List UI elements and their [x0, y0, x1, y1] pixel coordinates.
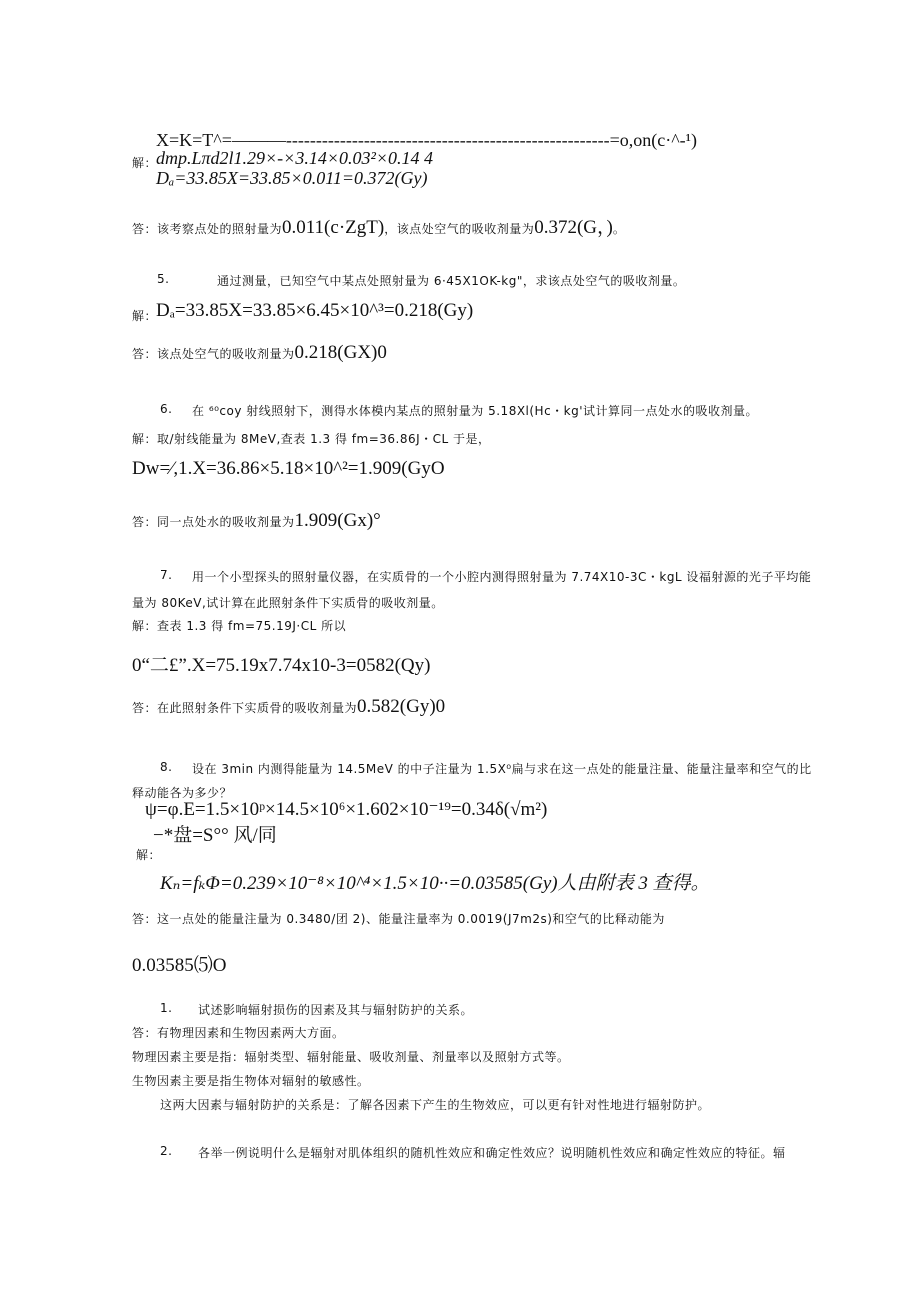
answer-line: 这两大因素与辐射防护的关系是：了解各因素下产生的生物效应，可以更有针对性地进行辐射防护。	[160, 1098, 711, 1112]
solution-label: 解：	[132, 156, 158, 170]
question-text: 量为 80KeV,试计算在此照射条件下实质骨的吸收剂量。	[132, 596, 444, 610]
question-number: 5.	[157, 272, 170, 286]
answer-line: 生物因素主要是指生物体对辐射的敏感性。	[132, 1074, 370, 1088]
question-number: 2.	[160, 1144, 173, 1158]
answer-line	[132, 696, 445, 718]
formula-line: −*盘=S°° 风/同	[153, 825, 277, 846]
answer-value: 0.218(GX)0	[294, 342, 387, 363]
answer-line: 物理因素主要是指：辐射类型、辐射能量、吸收剂量、剂量率以及照射方式等。	[132, 1050, 570, 1064]
answer-value: 0.372(G，)	[534, 217, 613, 238]
solution-label: 解：	[132, 309, 158, 323]
answer-line: 答：这一点处的能量注量为 0.3480/团 2)、能量注量率为 0.0019(J7m2s)和空气的比释动能为	[132, 912, 665, 926]
solution-line: 解：取/射线能量为 8MeV,查表 1.3 得 fm=36.86J・CL 于是，	[132, 432, 491, 446]
answer-line: 答：有物理因素和生物因素两大方面。	[132, 1026, 345, 1040]
answer-text: 答：该考察点处的照射量为	[132, 222, 283, 236]
question-text: 释动能各为多少？	[132, 786, 233, 800]
answer-value: 0.011(c·ZgT)	[282, 217, 385, 238]
answer-line	[132, 510, 381, 532]
formula-line-2: dmp.Lπd2l1.29×-×3.14×0.03²×0.14 4	[156, 148, 434, 168]
answer-text: 。	[612, 222, 626, 236]
answer-line-4	[132, 212, 625, 239]
answer-value: 1.909(Gx)°	[294, 510, 381, 531]
formula-line-3: Dₐ=33.85X=33.85×0.011=0.372(Gy)	[156, 168, 428, 188]
answer-text: 答：同一点处水的吸收剂量为	[132, 515, 295, 529]
question-text: 通过测量，已知空气中某点处照射量为 6·45X1OK-kg"，求该点处空气的吸收剂量。	[217, 274, 686, 288]
formula-line: Dₐ=33.85X=33.85×6.45×10^³=0.218(Gy)	[156, 300, 474, 321]
answer-value: 0.582(Gy)0	[357, 696, 446, 717]
answer-text: ，该点处空气的吸收剂量为	[384, 222, 535, 236]
answer-value: 0.03585⑸O	[132, 955, 227, 976]
formula-line: ψ=φ.E=1.5×10ᵖ×14.5×10⁶×1.602×10⁻¹⁹=0.34δ(√m²)	[145, 799, 548, 820]
question-number: 6.	[160, 402, 173, 416]
solution-label: 解：	[136, 848, 162, 862]
formula-line: 0“二£”.X=75.19x7.74x10-3=0582(Qy)	[132, 655, 431, 676]
question-text: 用一个小型探头的照射量仪器，在实质骨的一个小腔内测得照射量为 7.74X10-3C・kgL 设福射源的光子平均能	[192, 570, 812, 584]
question-text: 各举一例说明什么是辐射对肌体组织的随机性效应和确定性效应？说明随机性效应和确定性效应的特征。辐	[198, 1146, 786, 1160]
formula-line: Dᴡ=⁄,1.X=36.86×5.18×10^²=1.909(GyO	[132, 458, 445, 479]
solution-line: 解：查表 1.3 得 fm=75.19J·CL 所以	[132, 619, 347, 633]
answer-text: 答：该点处空气的吸收剂量为	[132, 347, 295, 361]
question-text: 设在 3min 内测得能量为 14.5MeV 的中子注量为 1.5X⁰扁与求在这一点处的能量注量、能量注量率和空气的比	[192, 762, 812, 776]
question-number: 7.	[160, 568, 173, 582]
question-number: 1.	[160, 1001, 173, 1015]
answer-text: 答：在此照射条件下实质骨的吸收剂量为	[132, 701, 358, 715]
question-text: 在 ⁶⁰coy 射线照射下，测得水体模内某点的照射量为 5.18Xl(Hc・kg'试计算同一点处水的吸收剂量。	[192, 404, 759, 418]
question-text: 试述影响辐射损伤的因素及其与辐射防护的关系。	[198, 1003, 474, 1017]
formula-line-1: X=K=T^=———------------------------------------------------------=o,on(c·^-¹)	[156, 130, 698, 150]
answer-line	[132, 342, 387, 364]
question-number: 8.	[160, 760, 173, 774]
formula-line: Kₙ=fₖΦ=0.239×10⁻⁸×10^⁴×1.5×10··=0.03585(Gy)人由附表 3 查得。	[160, 873, 710, 894]
